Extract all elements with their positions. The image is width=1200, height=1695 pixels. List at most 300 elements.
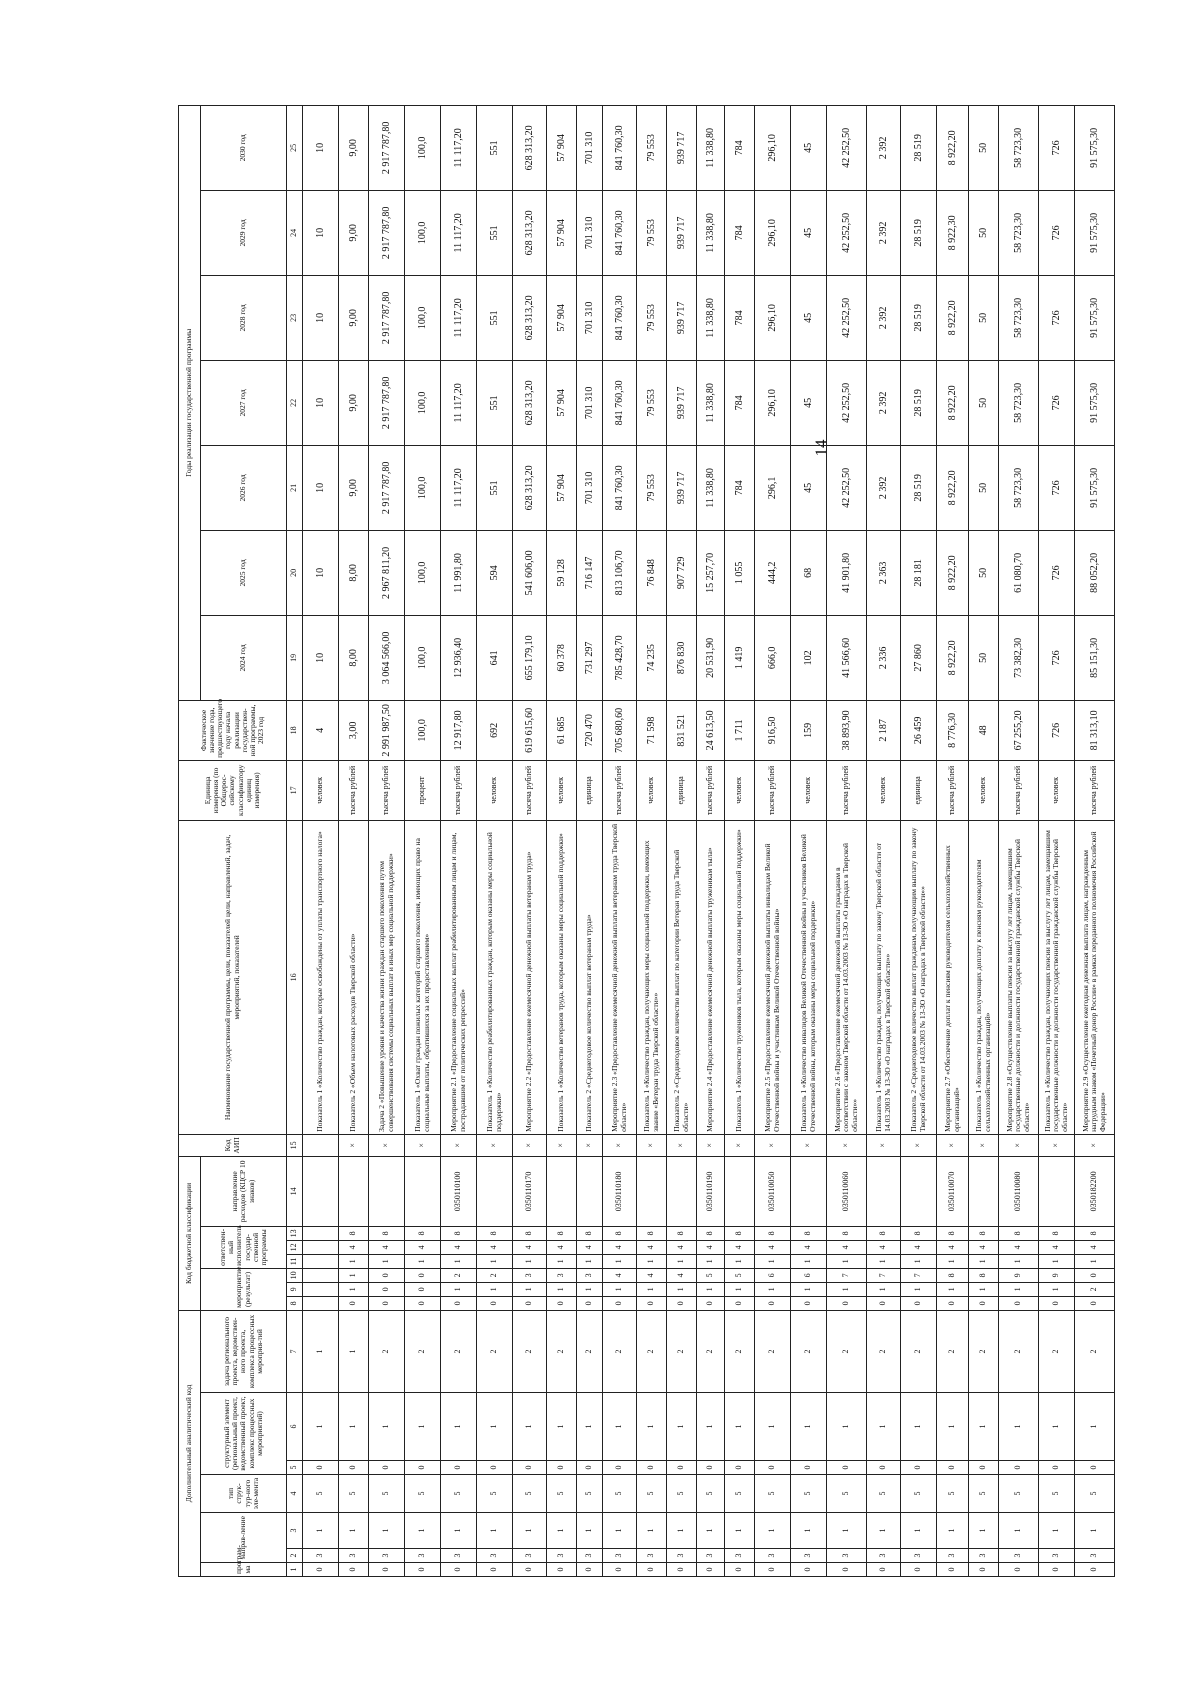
code-cell: 5: [369, 1475, 405, 1513]
year-value: 11 117,20: [441, 445, 477, 530]
code-cell: 0: [755, 1296, 791, 1310]
code-cell: 1: [637, 1393, 667, 1461]
code-cell: [339, 1156, 369, 1226]
fact-cell: 726: [1039, 700, 1075, 760]
unit-cell: единица: [901, 760, 937, 820]
code-cell: 3: [1075, 1549, 1115, 1563]
code-cell: 1: [405, 1513, 441, 1549]
code-cell: 0: [827, 1296, 867, 1310]
code-cell: 1: [547, 1513, 577, 1549]
code-cell: 0350110180: [603, 1156, 637, 1226]
code-cell: 4: [339, 1240, 369, 1254]
code-cell: 8: [1075, 1226, 1115, 1240]
fact-cell: 12 917,80: [441, 700, 477, 760]
code-cell: 5: [791, 1475, 827, 1513]
aip-cell: ×: [937, 1134, 969, 1156]
code-cell: 0: [901, 1563, 937, 1577]
table-row: [637, 105, 667, 1576]
code-cell: 1: [603, 1282, 637, 1296]
year-value: 73 382,30: [999, 615, 1039, 700]
year-value: 10: [303, 445, 339, 530]
code-cell: 2: [667, 1310, 697, 1392]
code-cell: 0: [603, 1563, 637, 1577]
year-value: 91 575,30: [1075, 190, 1115, 275]
code-cell: 1: [369, 1513, 405, 1549]
code-cell: 1: [725, 1282, 755, 1296]
aip-cell: ×: [697, 1134, 725, 1156]
code-cell: 3: [999, 1549, 1039, 1563]
code-cell: 1: [755, 1254, 791, 1268]
code-cell: 1: [969, 1393, 999, 1461]
year-value: 28 519: [901, 445, 937, 530]
table-row: [577, 105, 603, 1576]
year-value: 701 310: [577, 360, 603, 445]
unit-cell: человек: [1039, 760, 1075, 820]
code-cell: 1: [867, 1393, 901, 1461]
code-cell: 0: [697, 1461, 725, 1475]
year-value: 45: [791, 445, 827, 530]
year-value: 628 313,20: [513, 445, 547, 530]
year-value: 2 392: [867, 190, 901, 275]
code-cell: 0: [969, 1296, 999, 1310]
header-fact: Фактическое значение года, предшествующего году начала реализации государствен-ной программы, 2023 год: [179, 700, 287, 760]
code-cell: 4: [603, 1268, 637, 1282]
year-value: 841 760,30: [603, 190, 637, 275]
code-cell: [405, 1156, 441, 1226]
header-task: задача регионального проекта, ведомствен-ного проекта, комплекса процессных мероприя-тий: [201, 1310, 287, 1392]
code-cell: 6: [755, 1268, 791, 1282]
column-number: 10: [287, 1268, 303, 1282]
year-value: 784: [725, 445, 755, 530]
table-row: [1075, 105, 1115, 1576]
code-cell: 5: [405, 1475, 441, 1513]
fact-cell: 67 255,20: [999, 700, 1039, 760]
table-row: [477, 105, 513, 1576]
header-year-2024: 2024 год: [201, 615, 287, 700]
code-cell: 2: [369, 1310, 405, 1392]
code-cell: 0: [667, 1563, 697, 1577]
header-gov-exec: ответствен-ный исполнитель государ-ственной программы: [201, 1226, 287, 1268]
code-cell: 4: [405, 1240, 441, 1254]
year-value: 876 830: [667, 615, 697, 700]
code-cell: 0: [405, 1563, 441, 1577]
fact-cell: 24 613,50: [697, 700, 725, 760]
year-value: 61 080,70: [999, 530, 1039, 615]
code-cell: 4: [441, 1240, 477, 1254]
year-value: 784: [725, 360, 755, 445]
column-number: 1: [287, 1563, 303, 1577]
fact-cell: 619 615,60: [513, 700, 547, 760]
unit-cell: человек: [637, 760, 667, 820]
code-cell: 0: [577, 1296, 603, 1310]
code-cell: 8: [603, 1226, 637, 1240]
code-cell: 0: [369, 1296, 405, 1310]
fact-cell: 71 598: [637, 700, 667, 760]
year-value: 784: [725, 105, 755, 190]
code-cell: 0: [369, 1563, 405, 1577]
year-value: 8,00: [339, 615, 369, 700]
code-cell: 8: [969, 1268, 999, 1282]
year-value: 20 531,90: [697, 615, 725, 700]
code-cell: 5: [725, 1268, 755, 1282]
code-cell: 0: [1039, 1296, 1075, 1310]
year-value: 1 055: [725, 530, 755, 615]
year-value: 551: [477, 360, 513, 445]
code-cell: 1: [477, 1282, 513, 1296]
year-value: 9,00: [339, 275, 369, 360]
code-cell: 0: [547, 1461, 577, 1475]
code-cell: 7: [827, 1268, 867, 1282]
code-cell: 0: [725, 1461, 755, 1475]
code-cell: 0: [1075, 1461, 1115, 1475]
year-value: 731 297: [577, 615, 603, 700]
code-cell: 3: [667, 1549, 697, 1563]
code-cell: 1: [667, 1282, 697, 1296]
code-cell: 1: [999, 1513, 1039, 1549]
code-cell: 1: [901, 1254, 937, 1268]
aip-cell: ×: [867, 1134, 901, 1156]
row-name: Мероприятие 2.3 «Предоставление ежемесячной денежной выплаты ветеранам труда Тверской области»: [603, 820, 637, 1134]
year-value: 2 967 811,20: [369, 530, 405, 615]
table-row: [603, 105, 637, 1576]
code-cell: 5: [1075, 1475, 1115, 1513]
code-cell: 3: [513, 1268, 547, 1282]
code-cell: 8: [791, 1226, 827, 1240]
table-row: [969, 105, 999, 1576]
code-cell: 5: [901, 1475, 937, 1513]
code-cell: 1: [477, 1513, 513, 1549]
column-number: 18: [287, 700, 303, 760]
code-cell: 0: [577, 1461, 603, 1475]
year-value: 60 378: [547, 615, 577, 700]
year-value: 11 991,80: [441, 530, 477, 615]
code-cell: 0: [477, 1461, 513, 1475]
code-cell: 0: [441, 1296, 477, 1310]
code-cell: 1: [547, 1282, 577, 1296]
code-cell: 1: [339, 1254, 369, 1268]
column-number: 9: [287, 1282, 303, 1296]
code-cell: 1: [303, 1513, 339, 1549]
header-years-title: Годы реализации государственной программы: [179, 105, 201, 700]
table-row: [999, 105, 1039, 1576]
fact-cell: 692: [477, 700, 513, 760]
column-number: 14: [287, 1156, 303, 1226]
row-name: Мероприятие 2.6 «Предоставление ежемесячной денежной выплаты гражданам в соответствии с законом Тверской области от 14.03.2003 № 13-ЗО «О наградах в Тверской области»»: [827, 820, 867, 1134]
aip-cell: ×: [369, 1134, 405, 1156]
code-cell: 2: [725, 1310, 755, 1392]
year-value: 907 729: [667, 530, 697, 615]
year-value: 726: [1039, 360, 1075, 445]
year-value: 50: [969, 360, 999, 445]
code-cell: 2: [755, 1310, 791, 1392]
code-cell: 3: [937, 1549, 969, 1563]
aip-cell: ×: [1039, 1134, 1075, 1156]
code-cell: 0: [1039, 1563, 1075, 1577]
year-value: 2 392: [867, 275, 901, 360]
code-cell: 1: [441, 1513, 477, 1549]
code-cell: 4: [547, 1240, 577, 1254]
code-cell: 5: [697, 1475, 725, 1513]
code-cell: 2: [1075, 1282, 1115, 1296]
code-cell: 3: [697, 1549, 725, 1563]
code-cell: 4: [937, 1240, 969, 1254]
code-cell: 1: [901, 1513, 937, 1549]
code-cell: 1: [827, 1393, 867, 1461]
year-value: 100,0: [405, 360, 441, 445]
code-cell: 1: [755, 1282, 791, 1296]
code-cell: 0350110070: [937, 1156, 969, 1226]
code-cell: 8: [667, 1226, 697, 1240]
code-cell: 1: [667, 1393, 697, 1461]
code-cell: 4: [867, 1240, 901, 1254]
code-cell: 3: [969, 1549, 999, 1563]
code-cell: 5: [441, 1475, 477, 1513]
year-value: 8 922,20: [937, 360, 969, 445]
year-value: 11 338,80: [697, 360, 725, 445]
code-cell: 1: [827, 1513, 867, 1549]
code-cell: 1: [827, 1282, 867, 1296]
code-cell: 1: [969, 1513, 999, 1549]
table-row: [697, 105, 725, 1576]
code-cell: 4: [477, 1240, 513, 1254]
year-value: 939 717: [667, 190, 697, 275]
code-cell: 3: [791, 1549, 827, 1563]
code-cell: [1039, 1156, 1075, 1226]
year-value: 551: [477, 190, 513, 275]
code-cell: 0: [369, 1282, 405, 1296]
year-value: 50: [969, 190, 999, 275]
code-cell: 5: [547, 1475, 577, 1513]
table-row: [937, 105, 969, 1576]
column-number: 2: [287, 1549, 303, 1563]
program-table: [178, 105, 1115, 1577]
header-year-2025: 2025 год: [201, 530, 287, 615]
year-value: 726: [1039, 105, 1075, 190]
year-value: 841 760,30: [603, 360, 637, 445]
code-cell: 0: [901, 1296, 937, 1310]
column-number: 21: [287, 445, 303, 530]
code-cell: 1: [577, 1513, 603, 1549]
year-value: 45: [791, 105, 827, 190]
code-cell: 1: [303, 1310, 339, 1392]
code-cell: 1: [513, 1254, 547, 1268]
year-value: 50: [969, 445, 999, 530]
code-cell: 0: [867, 1296, 901, 1310]
year-value: 701 310: [577, 105, 603, 190]
code-cell: 1: [1075, 1393, 1115, 1461]
code-cell: 8: [577, 1226, 603, 1240]
code-cell: 5: [303, 1475, 339, 1513]
code-cell: [637, 1156, 667, 1226]
fact-cell: 159: [791, 700, 827, 760]
year-value: 79 553: [637, 190, 667, 275]
code-cell: [667, 1156, 697, 1226]
table-row: [755, 105, 791, 1576]
year-value: 2 917 787,80: [369, 190, 405, 275]
code-cell: 2: [791, 1310, 827, 1392]
code-cell: 0: [405, 1268, 441, 1282]
code-cell: 1: [513, 1393, 547, 1461]
aip-cell: ×: [477, 1134, 513, 1156]
year-value: 296,1: [755, 445, 791, 530]
code-cell: 0: [755, 1461, 791, 1475]
code-cell: 0: [791, 1296, 827, 1310]
year-value: 726: [1039, 615, 1075, 700]
header-struct-elem: структурный элемент (региональный проект, ведомственный проект, комплекс процессных мероприятий): [201, 1393, 287, 1475]
row-name: Мероприятие 2.7 «Обеспечение доплат к пенсиям руководителям сельхозхозяйственных организаций»: [937, 820, 969, 1134]
code-cell: 0: [303, 1461, 339, 1475]
year-value: 2 392: [867, 445, 901, 530]
code-cell: 4: [999, 1240, 1039, 1254]
year-value: 42 252,50: [827, 445, 867, 530]
year-value: 701 310: [577, 445, 603, 530]
code-cell: 3: [547, 1549, 577, 1563]
year-value: 42 252,50: [827, 190, 867, 275]
code-cell: 1: [637, 1282, 667, 1296]
code-cell: 0: [755, 1563, 791, 1577]
code-cell: [303, 1226, 339, 1240]
code-cell: 1: [901, 1282, 937, 1296]
year-value: 939 717: [667, 445, 697, 530]
header-year-2029: 2029 год: [201, 190, 287, 275]
code-cell: 2: [547, 1310, 577, 1392]
year-value: 841 760,30: [603, 275, 637, 360]
year-value: 551: [477, 105, 513, 190]
year-value: 57 904: [547, 445, 577, 530]
year-value: 100,0: [405, 445, 441, 530]
year-value: 8 922,20: [937, 530, 969, 615]
aip-cell: ×: [513, 1134, 547, 1156]
aip-cell: ×: [339, 1134, 369, 1156]
code-cell: 1: [725, 1393, 755, 1461]
aip-cell: ×: [405, 1134, 441, 1156]
year-value: 1 419: [725, 615, 755, 700]
unit-cell: тысяча рублей: [603, 760, 637, 820]
code-cell: 0: [937, 1296, 969, 1310]
table-row: [513, 105, 547, 1576]
year-value: 296,10: [755, 105, 791, 190]
code-cell: 2: [577, 1310, 603, 1392]
code-cell: 0: [369, 1461, 405, 1475]
code-cell: 8: [725, 1226, 755, 1240]
year-value: 628 313,20: [513, 360, 547, 445]
year-value: 50: [969, 615, 999, 700]
year-value: 655 179,10: [513, 615, 547, 700]
table-row: [303, 105, 339, 1576]
code-cell: 0: [637, 1296, 667, 1310]
code-cell: 3: [603, 1549, 637, 1563]
year-value: 91 575,30: [1075, 275, 1115, 360]
code-cell: 0350110080: [999, 1156, 1039, 1226]
code-cell: 4: [369, 1240, 405, 1254]
year-value: 594: [477, 530, 513, 615]
year-value: 100,0: [405, 530, 441, 615]
code-cell: [369, 1156, 405, 1226]
code-cell: 1: [901, 1393, 937, 1461]
aip-cell: ×: [547, 1134, 577, 1156]
column-number: 11: [287, 1254, 303, 1268]
year-value: 296,10: [755, 275, 791, 360]
column-number: 3: [287, 1513, 303, 1549]
code-cell: 0: [339, 1563, 369, 1577]
code-cell: 5: [637, 1475, 667, 1513]
header-program: програм-ма: [201, 1563, 287, 1577]
year-value: 58 723,30: [999, 445, 1039, 530]
year-value: 76 848: [637, 530, 667, 615]
code-cell: 1: [969, 1282, 999, 1296]
year-value: 57 904: [547, 105, 577, 190]
code-cell: 8: [547, 1226, 577, 1240]
fact-cell: 61 685: [547, 700, 577, 760]
code-cell: 3: [513, 1549, 547, 1563]
code-cell: 4: [827, 1240, 867, 1254]
code-cell: 1: [791, 1393, 827, 1461]
row-name: Показатель 1 «Количество граждан, получающих выплату по закону Тверской области от 14.03.2003 № 13-ЗО «О наградах в Тверской области»»: [867, 820, 901, 1134]
column-number: 22: [287, 360, 303, 445]
table-row: [339, 105, 369, 1576]
aip-cell: ×: [577, 1134, 603, 1156]
code-cell: 2: [477, 1310, 513, 1392]
year-value: 50: [969, 530, 999, 615]
code-cell: 3: [827, 1549, 867, 1563]
unit-cell: тысяча рублей: [339, 760, 369, 820]
code-cell: 1: [937, 1513, 969, 1549]
code-cell: [303, 1240, 339, 1254]
year-value: 10: [303, 615, 339, 700]
year-value: 939 717: [667, 360, 697, 445]
unit-cell: тысяча рублей: [513, 760, 547, 820]
year-value: 57 904: [547, 190, 577, 275]
code-cell: 0: [937, 1461, 969, 1475]
year-value: 88 052,20: [1075, 530, 1115, 615]
column-number: 5: [287, 1461, 303, 1475]
header-unit: Единица измерения (по Общерос-сийскому классификатору единиц измерения): [179, 760, 287, 820]
code-cell: 3: [369, 1549, 405, 1563]
code-cell: 5: [667, 1475, 697, 1513]
code-cell: 0350110190: [697, 1156, 725, 1226]
code-cell: 1: [697, 1393, 725, 1461]
code-cell: [303, 1268, 339, 1282]
column-number: 15: [287, 1134, 303, 1156]
code-cell: 1: [547, 1393, 577, 1461]
year-value: 10: [303, 190, 339, 275]
code-cell: [577, 1156, 603, 1226]
code-cell: 4: [603, 1240, 637, 1254]
code-cell: 0: [339, 1461, 369, 1475]
code-cell: 0: [547, 1563, 577, 1577]
code-cell: 0350110060: [827, 1156, 867, 1226]
aip-cell: [303, 1134, 339, 1156]
unit-cell: тысяча рублей: [697, 760, 725, 820]
code-cell: 0: [405, 1282, 441, 1296]
code-cell: 0: [999, 1563, 1039, 1577]
year-value: 444,2: [755, 530, 791, 615]
year-value: 10: [303, 105, 339, 190]
table-row: [827, 105, 867, 1576]
year-value: 2 392: [867, 360, 901, 445]
code-cell: 8: [969, 1226, 999, 1240]
code-cell: 3: [405, 1549, 441, 1563]
code-cell: [477, 1156, 513, 1226]
code-cell: 3: [441, 1549, 477, 1563]
code-cell: 0350182200: [1075, 1156, 1115, 1226]
row-name: Показатель 2 «Среднегодовое количество выплат гражданам, получающим выплату по закону Тверской области от 14.03.2003 № 13-ЗО «О наградах в Тверской области»»: [901, 820, 937, 1134]
year-value: 42 252,50: [827, 360, 867, 445]
year-value: 551: [477, 275, 513, 360]
fact-cell: 3,00: [339, 700, 369, 760]
row-name: Мероприятие 2.5 «Предоставление ежемесячной денежной выплаты инвалидам Великой Отечественной войны и участникам Великой Отечественной войны»: [755, 820, 791, 1134]
year-value: 59 128: [547, 530, 577, 615]
